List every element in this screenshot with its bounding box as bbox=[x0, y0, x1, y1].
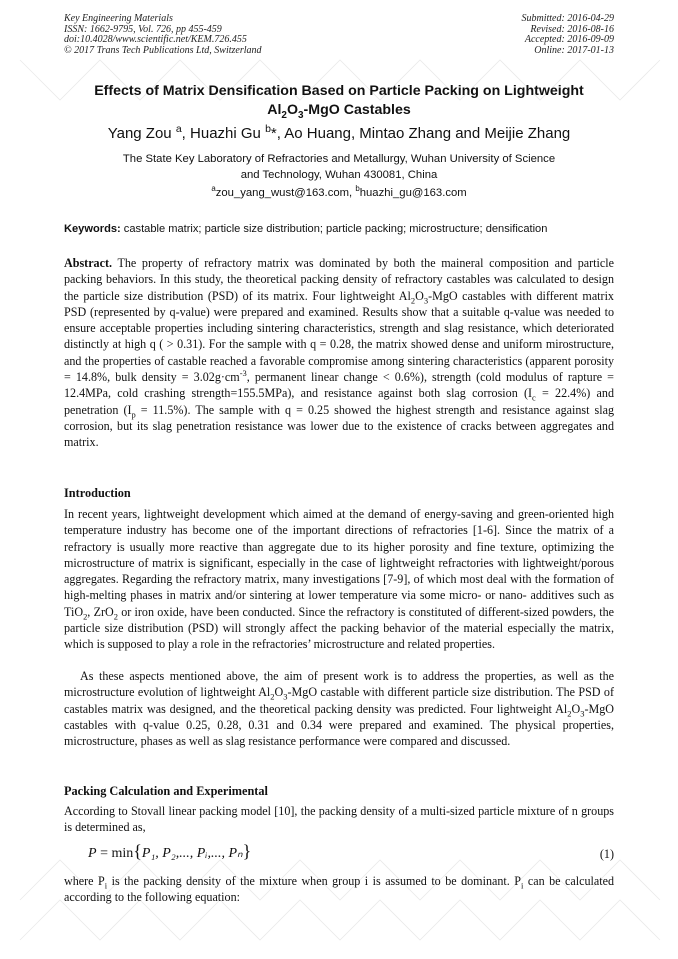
equation-number: (1) bbox=[599, 847, 614, 861]
doi-line: doi:10.4028/www.scientific.net/KEM.726.455 bbox=[64, 34, 247, 46]
author-emails: $^a$zou_yang_wust@163.com, $^b$huazhi_gu@163.com bbox=[211, 184, 467, 199]
equation-lhs: P bbox=[88, 846, 97, 861]
keywords-text: castable matrix; particle size distribution; particle packing; microstructure; densification bbox=[120, 223, 548, 235]
journal-header bbox=[64, 14, 262, 56]
introduction-heading: Introduction bbox=[64, 486, 131, 500]
email-b: huazhi_gu@163.com bbox=[359, 187, 467, 199]
introduction-paragraph-2: As these aspects mentioned above, the aim of present work is to address the properties, as well as the microstructure evolution of lightweight $Al_2O_3$-MgO castable with different particle size distribution. The PSD of castables matrix was designed, and the theoretical packing density was predicted. Four lightweight $Al_2O_3$-MgO castables with q-value 0.25, 0.28, 0.31 and 0.34 were prepared and examined. The physical properties, microstructure, phases as well as slag resistance performance were compared and discussed. bbox=[64, 669, 614, 749]
revised-date: Revised: 2016-08-16 bbox=[530, 23, 614, 35]
introduction-paragraph-1: In recent years, lightweight development which aimed at the demand of energy-saving and green-oriented high temperature industry has become one of the important directions of refractories [1-6]. Since the matrix of a refractory is usually more reactive than aggregate due to its higher porosity and fine texture, optimizing the microstructure of matrix is significant, especially in the case of lightweight refractories with lightweight/porous aggregates. Regarding the refractory matrix, many investigations [7-9], of which most deal with the formation of high-melting phases in matrix and/or sintering at lower temperature via some micro- or nano- additives such as TiO$_2$, ZrO$_2$ or iron oxide, have been conducted. Since the refractory is constituted of different-sized powders, the particle size distribution (PSD) will strongly affect the packing behavior of the material especially the matrix, which is supposed to play a role in the refractories’ microstructure and related properties. bbox=[64, 507, 614, 652]
equation-1: P = min{P₁, P₂,..., Pᵢ,..., Pₙ} bbox=[88, 841, 252, 861]
keywords bbox=[64, 223, 624, 235]
author-2-mark: b bbox=[265, 123, 271, 135]
issn-line: ISSN: 1662-9795, Vol. 726, pp 455-459 bbox=[64, 23, 222, 35]
email-a: zou_yang_wust@163.com, bbox=[215, 187, 356, 199]
dates-header bbox=[522, 14, 615, 56]
paper-title bbox=[40, 82, 638, 120]
corresponding-mark: * bbox=[270, 125, 277, 142]
title-line-1: Effects of Matrix Densification Based on Particle Packing on Lightweight bbox=[94, 83, 584, 99]
affiliation: The State Key Laboratory of Refractories and Metallurgy, Wuhan University of Science and Technology, Wuhan 430081, China bbox=[122, 153, 556, 181]
other-authors: , Ao Huang, Mintao Zhang and Meijie Zhang bbox=[276, 125, 571, 142]
packing-paragraph-1: According to Stovall linear packing model [10], the packing density of a multi-sized particle mixture of n groups is determined as, bbox=[64, 804, 614, 835]
packing-paragraph-2: where $P_i$ is the packing density of the mixture when group i is assumed to be dominant. $P_i$ can be calculated according to the following equation: bbox=[64, 874, 614, 905]
author-list: Yang Zou $^a$, Huazhi Gu $^b$*, Ao Huang, Mintao Zhang and Meijie Zhang bbox=[107, 123, 571, 142]
packing-heading: Packing Calculation and Experimental bbox=[64, 784, 268, 798]
abstract-label: Abstract. bbox=[64, 256, 113, 270]
abstract: Abstract. The property of refractory matrix was dominated by both the maineral composition and particle packing behaviors. In this study, the theoretical packing density of refractory castables was calculated to design the particle size distribution (PSD) of its matrix. Four lightweight $Al_2O_3$-MgO castables with different matrix PSD (represented by q-value) were prepared and examined. Results show that a suitable q-value was needed to ensure acceptable properties including sintering characteristics, strength and slag resistance, which deteriorated distinctly at high q ( > 0.31). For the sample with q = 0.28, the matrix showed dense and uniform mirostructure, and the properties of castable reached a favorable compromise among sintering characteristics (apparent porosity = 14.8%, bulk density = $3.02g\cdot cm^{-3}$, permanent linear change < 0.6%), strength (cold modulus of rapture = 12.4MPa, cold crashing strength=155.5MPa), and resistance against both slag corrosion $(I_c = 22.4\%)$ and penetration $(I_p = 11.5\%)$. The sample with q = 0.25 showed the highest strength and resistance against slag corrosion, but its slag penetration resistance was lower due to the existence of cracks between aggregates and matrix. bbox=[64, 256, 615, 450]
submitted-date: Submitted: 2016-04-29 bbox=[521, 13, 614, 24]
journal-name: Key Engineering Materials bbox=[64, 13, 173, 24]
author-1: Yang Zou bbox=[107, 125, 172, 142]
accepted-date: Accepted: 2016-09-09 bbox=[524, 34, 614, 46]
author-2: Huazhi Gu bbox=[190, 125, 261, 142]
keywords-label: Keywords: bbox=[64, 223, 121, 235]
author-1-mark: a bbox=[175, 123, 182, 135]
online-date: Online: 2017-01-13 bbox=[534, 44, 614, 56]
copyright-line: © 2017 Trans Tech Publications Ltd, Switzerland bbox=[64, 44, 262, 56]
title-line-2: $Al_2O_3$-MgO Castables bbox=[267, 102, 411, 121]
equation-min: = min bbox=[96, 846, 134, 861]
equation-body: P₁, P₂,..., Pᵢ,..., Pₙ bbox=[141, 846, 243, 861]
